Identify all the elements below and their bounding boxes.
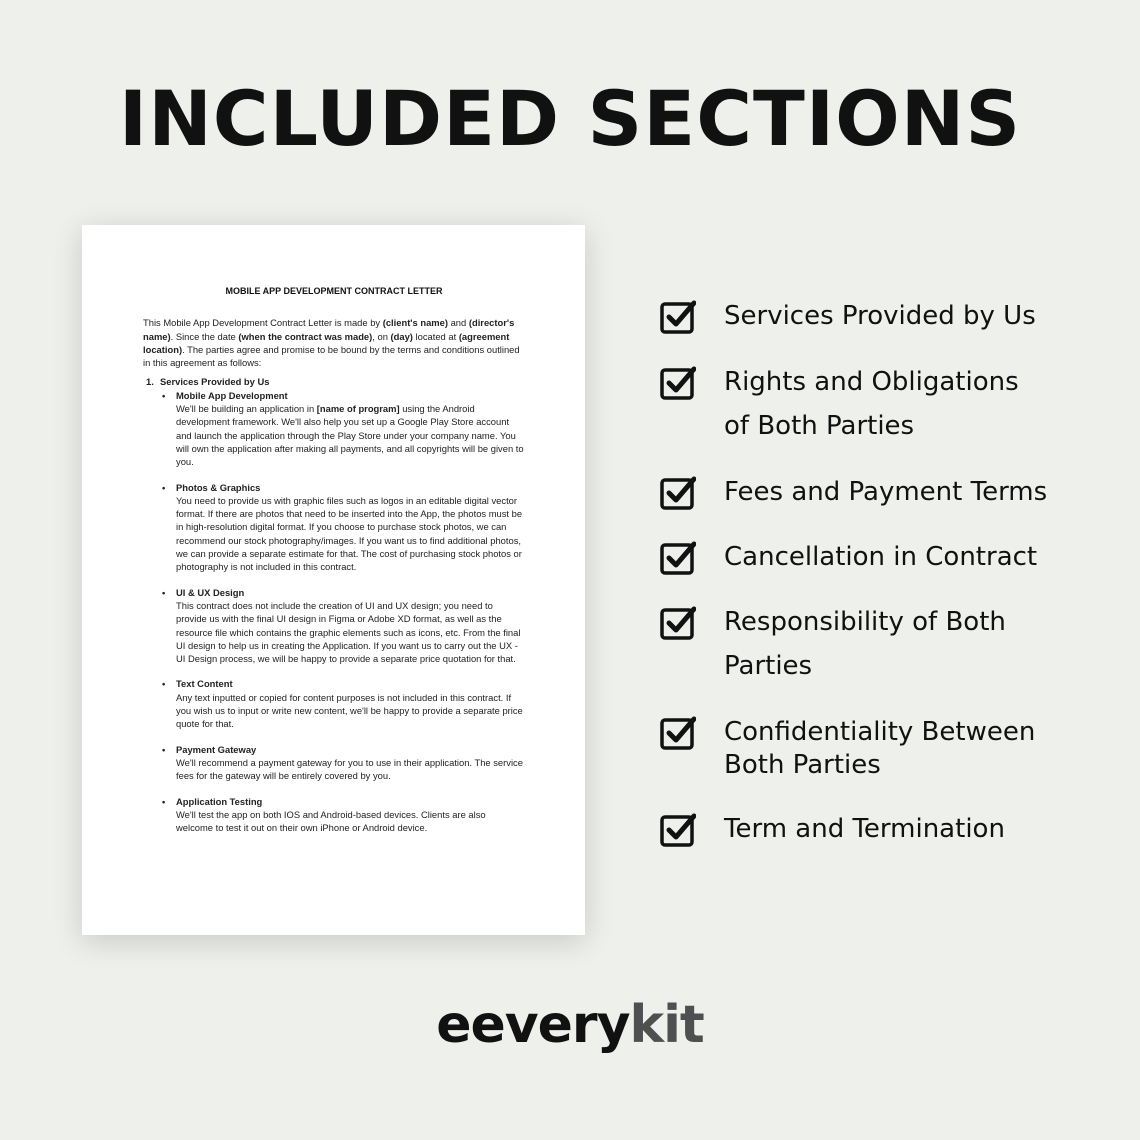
checklist-item-label — [724, 470, 1124, 514]
document-text-run: This Mobile App Development Contract Letter is made by — [143, 317, 383, 329]
page-headline: INCLUDED SECTIONS — [118, 74, 1022, 163]
checklist-item-label-line: Services Provided by Us — [724, 301, 1036, 331]
bullet-marker: • — [162, 389, 166, 401]
document-list-item — [143, 795, 525, 835]
document-item-title: Text Content — [176, 678, 233, 690]
checkbox-checked-icon — [660, 716, 696, 750]
document-item-body — [176, 691, 525, 731]
checklist-item-label — [724, 360, 1124, 448]
document-item-title: Application Testing — [176, 795, 263, 807]
document-item-body — [176, 599, 525, 665]
document-text-run: You need to provide us with graphic files such as logos in an editable digital vector format. If there are photos that need to be inserted into the App, the photos must be in high-resolution digital format. If you choose to purchase stock photos, we can recommend our stock photography/images. If you want us to find additional photos, we can provide a separate estimate for that. The cost of purchasing stock photos or photography is not included in this contract. — [176, 494, 523, 573]
checkbox-checked-icon — [660, 366, 696, 400]
document-item-list — [143, 389, 525, 835]
bullet-marker: • — [162, 586, 166, 598]
document-text-run: We'll test the app on both IOS and Android-based devices. Clients are also welcome to test it out on their own iPhone or Android device. — [176, 808, 486, 834]
checkbox-checked-icon — [660, 813, 696, 847]
brand-logo-part-1: eevery — [436, 995, 630, 1055]
document-text-run: We'll be building an application in — [176, 403, 317, 415]
section-number: 1. — [146, 376, 154, 388]
checklist-item-label-line: Parties — [724, 651, 813, 681]
document-placeholder-field: (day) — [390, 330, 413, 342]
checklist-item-label-line: Responsibility of Both — [724, 607, 1006, 637]
document-item-title: Photos & Graphics — [176, 481, 261, 493]
document-list-item — [143, 677, 525, 730]
checkbox-checked-icon — [660, 606, 696, 640]
document-text-run: using the Android development framework. We'll also help you set up a Google Play Store account and launch the application through the Play Store under your company name. You will own the application after making all payments, and all copyrights will be given to you. — [176, 403, 524, 468]
checklist-item-label-line: Cancellation in Contract — [724, 542, 1038, 572]
document-list-item — [143, 743, 525, 783]
document-item-title: Payment Gateway — [176, 743, 257, 755]
bullet-marker: • — [162, 678, 166, 690]
checklist-item-label-line: of Both Parties — [724, 411, 915, 441]
checklist-item-label — [724, 535, 1124, 579]
document-item-body — [176, 756, 525, 783]
section-heading-text: Services Provided by Us — [160, 376, 270, 388]
bullet-marker: • — [162, 481, 166, 493]
checkbox-checked-icon — [660, 300, 696, 334]
document-list-item — [143, 481, 525, 574]
document-text-run: . Since the date — [170, 330, 239, 342]
document-text-run: , on — [372, 330, 391, 342]
checklist-item-label — [724, 716, 1124, 782]
checkbox-checked-icon — [660, 541, 696, 575]
brand-logo-part-2: kit — [629, 995, 704, 1055]
document-text-run: located at — [412, 330, 459, 342]
document-title: MOBILE APP DEVELOPMENT CONTRACT LETTER — [225, 286, 443, 296]
document-placeholder-field: [name of program] — [316, 403, 400, 415]
document-section-heading — [143, 375, 525, 388]
checkbox-checked-icon — [660, 476, 696, 510]
document-item-body — [176, 494, 525, 574]
checklist-item-label-line: Fees and Payment Terms — [724, 477, 1048, 507]
bullet-marker: • — [162, 795, 166, 807]
document-intro — [143, 316, 525, 369]
checklist-item-label-line: Confidentiality Between — [724, 717, 1036, 747]
document-text-run: This contract does not include the creation of UI and UX design; you need to provide us with the final UI design in Figma or Adobe XD format, as well as the resource file which contains the graphic elements such as icons, etc. From the final UI design to help us in creating the Application. If you want us to carry out the UX - UI Design process, we will be happy to provide a separate price quotation for that. — [176, 599, 521, 665]
bullet-marker: • — [162, 743, 166, 755]
document-placeholder-field: (client's name) — [382, 317, 448, 329]
document-item-body — [176, 808, 525, 835]
document-list-item — [143, 586, 525, 666]
checklist-item-label-line: Both Parties — [724, 750, 881, 780]
checklist-item-label — [724, 807, 1124, 851]
checklist-item-label-line: Rights and Obligations — [724, 367, 1019, 397]
document-item-title: Mobile App Development — [176, 389, 288, 401]
checklist-item-label — [724, 294, 1124, 338]
document-item-title: UI & UX Design — [176, 586, 245, 598]
checklist-item-label-line: Term and Termination — [724, 814, 1005, 844]
document-list-item — [143, 389, 525, 469]
document-placeholder-field: (agreement location) — [143, 330, 510, 355]
checklist-item-label — [724, 600, 1124, 688]
contract-document-preview — [82, 225, 585, 935]
document-placeholder-field: (when the contract was made) — [238, 330, 373, 342]
document-text-run: . The parties agree and promise to be bound by the terms and conditions outlined in this agreement as follows: — [143, 343, 520, 369]
document-text-run: Any text inputted or copied for content purposes is not included in this contract. If you wish us to input or write new content, we'll be happy to provide a separate price quote for that. — [176, 691, 523, 730]
document-text-run: We'll recommend a payment gateway for you to use in their application. The service fees for the gateway will be entirely covered by you. — [176, 756, 523, 782]
brand-logo — [0, 995, 1140, 1055]
document-item-body — [176, 402, 525, 468]
document-text-run: and — [447, 317, 469, 329]
document-placeholder-field: (director's name) — [143, 317, 515, 342]
